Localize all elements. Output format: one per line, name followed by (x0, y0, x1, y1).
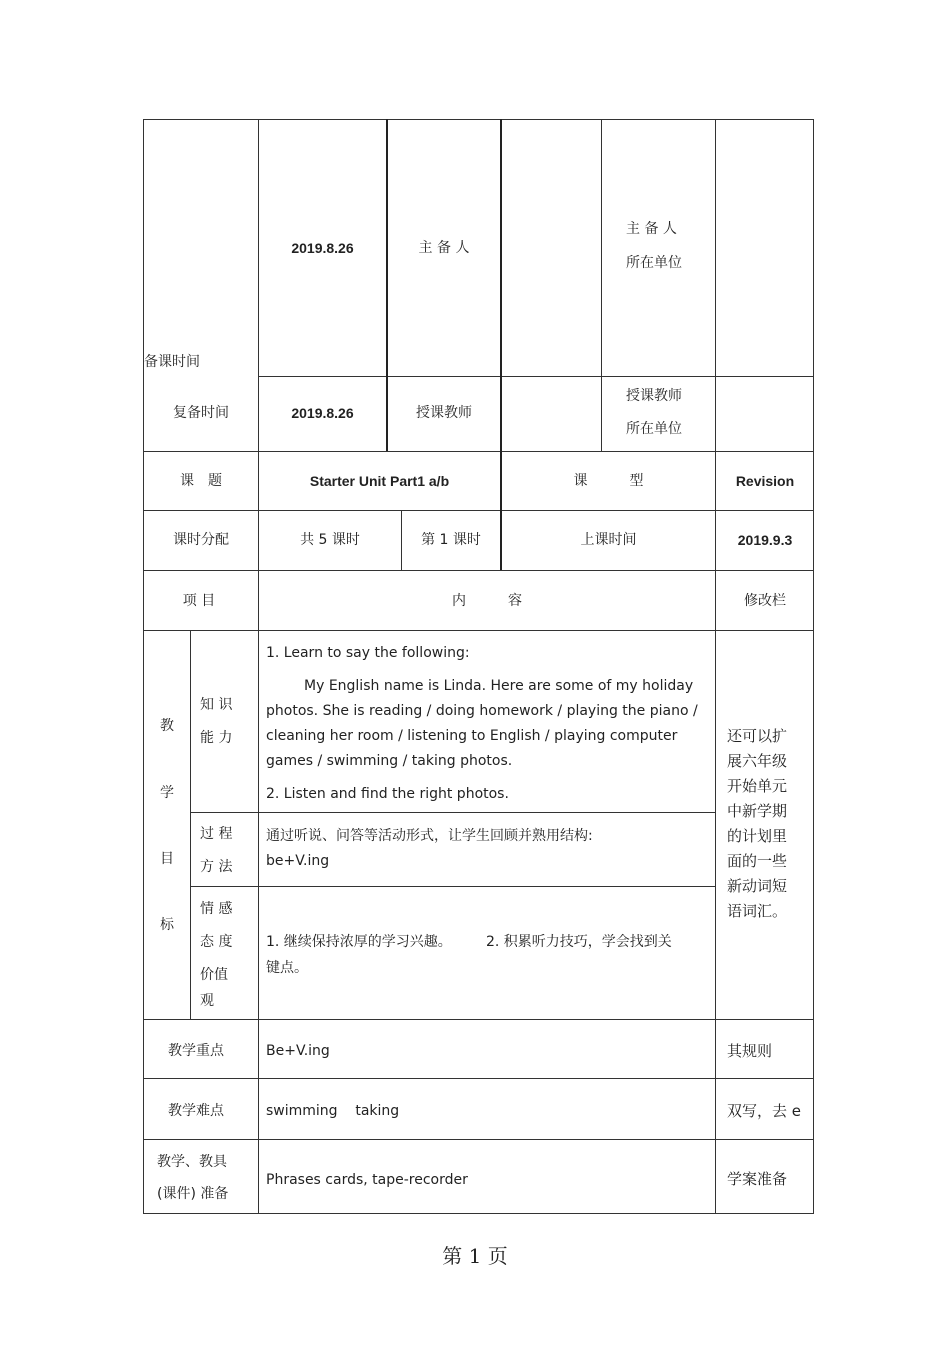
prep-time-label: 备课时间 (144, 354, 200, 370)
process-label: 过 程 (200, 826, 233, 842)
col-line (190, 630, 191, 1019)
prep-lead-label: 主 备 人 (418, 240, 470, 256)
review-time-label: 复备时间 (173, 405, 229, 421)
row-line (190, 886, 716, 887)
knowledge-label: 知 识 (200, 697, 233, 713)
header-content: 内 容 (452, 593, 522, 609)
difficulty-label: 教学难点 (168, 1103, 224, 1119)
goals-label-char: 标 (160, 917, 174, 933)
row-line (143, 1078, 814, 1079)
col-line (601, 119, 602, 451)
row-line (143, 570, 814, 571)
class-time-value: 2019.9.3 (737, 532, 793, 548)
col-line (386, 119, 388, 451)
key-point-value: Be+V.ing (266, 1043, 330, 1059)
row-line (143, 1019, 814, 1020)
process-label-2: 方 法 (200, 859, 233, 875)
knowledge-label-2: 能 力 (200, 730, 233, 746)
emotion-text-a: 1. 继续保持浓厚的学习兴趣。 (266, 934, 452, 950)
emotion-text-b: 2. 积累听力技巧，学会找到关 (486, 934, 672, 950)
difficulty-note: 双写，去 e (727, 1102, 801, 1120)
topic-label: 课 题 (180, 473, 222, 489)
review-teacher-label: 授课教师 (416, 405, 472, 421)
emotion-label-4: 观 (200, 993, 214, 1009)
review-teacher-unit-label-2: 所在单位 (626, 421, 682, 437)
topic-value: Starter Unit Part1 a/b (309, 473, 450, 489)
goals-label-char: 目 (160, 851, 174, 867)
row-line (143, 630, 814, 631)
key-point-label: 教学重点 (168, 1043, 224, 1059)
goals-label-char: 教 (160, 718, 174, 734)
row-line (258, 376, 814, 377)
tools-label: 教学、教具 (157, 1154, 227, 1170)
tools-value: Phrases cards, tape-recorder (266, 1172, 468, 1188)
page-number: 第 1 页 (442, 1244, 508, 1268)
knowledge-paragraph: My English name is Linda. Here are some of my holiday photos. She is reading / doing homework / playing the piano / cleaning her room / listening to English / playing computer games / swimming / taking photos. (266, 678, 698, 769)
key-point-note: 其规则 (727, 1042, 773, 1060)
goals-label-char: 学 (160, 785, 174, 801)
schedule-current: 第 1 课时 (421, 532, 481, 548)
header-item: 项 目 (182, 593, 216, 609)
emotion-text-c: 键点。 (266, 960, 308, 976)
tools-label-2: (课件) 准备 (157, 1186, 229, 1202)
schedule-total: 共 5 课时 (300, 532, 360, 548)
lesson-type-value: Revision (735, 473, 795, 489)
knowledge-line-3: 2. Listen and find the right photos. (266, 786, 509, 802)
col-line (715, 119, 716, 1214)
process-text: 通过听说、问答等活动形式，让学生回顾并熟用结构: be+V.ing (266, 828, 593, 869)
class-time-label: 上课时间 (580, 532, 637, 548)
row-line (143, 510, 814, 511)
col-line (258, 119, 259, 1214)
difficulty-value: swimming taking (266, 1103, 400, 1119)
goals-revision-note: 还可以扩展六年级开始单元中新学期的计划里面的一些新动词短语词汇。 (727, 727, 788, 920)
prep-time-value: 2019.8.26 (291, 240, 354, 256)
knowledge-line-1: 1. Learn to say the following: (266, 645, 470, 661)
row-line (190, 812, 716, 813)
prep-lead-unit-label: 主 备 人 (626, 221, 677, 237)
review-time-value: 2019.8.26 (291, 405, 354, 421)
header-revision: 修改栏 (744, 593, 786, 609)
review-teacher-unit-label: 授课教师 (626, 388, 682, 404)
col-line (500, 119, 502, 570)
row-line (143, 1139, 814, 1140)
emotion-label-2: 态 度 (200, 934, 233, 950)
prep-lead-unit-label-2: 所在单位 (626, 255, 682, 271)
schedule-label: 课时分配 (173, 532, 229, 548)
tools-note: 学案准备 (727, 1170, 788, 1188)
lesson-type-label: 课 型 (573, 473, 644, 489)
row-line (143, 451, 814, 452)
emotion-label: 情 感 (200, 901, 233, 917)
emotion-label-3: 价值 (200, 967, 228, 983)
